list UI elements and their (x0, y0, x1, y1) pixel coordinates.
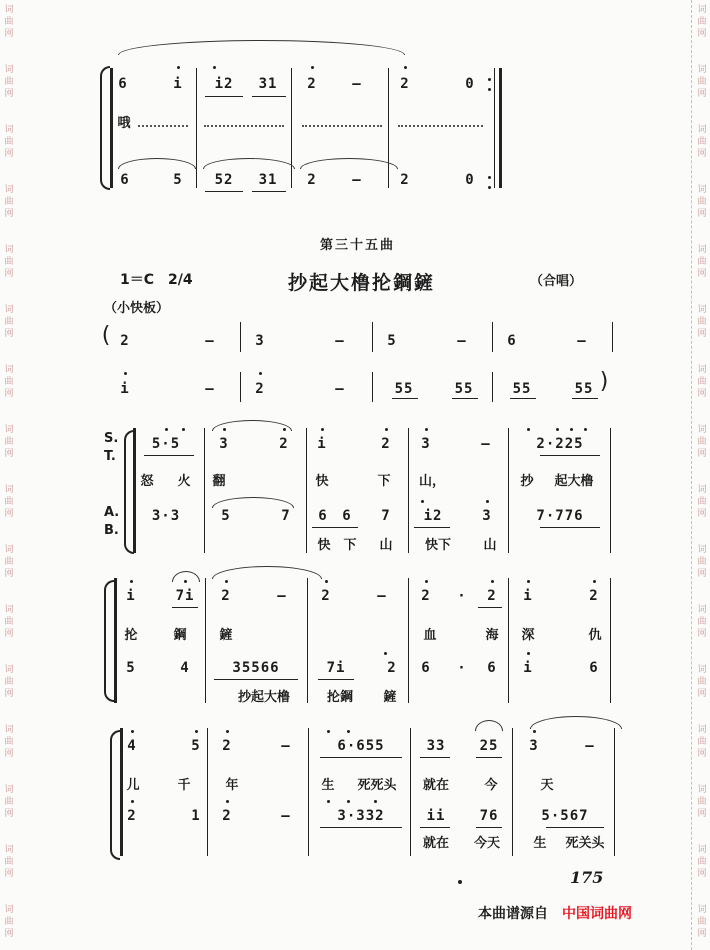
watermark-text: 词 曲 网 (697, 665, 707, 699)
note: 3 (482, 508, 492, 524)
watermark-text: 词 曲 网 (697, 65, 707, 99)
note: 4 (180, 660, 190, 676)
slur (203, 158, 295, 169)
barline (291, 68, 292, 188)
note: ii (426, 808, 446, 824)
lyric: 生 (321, 778, 335, 793)
note: 2 (127, 808, 137, 824)
note: 6 (318, 508, 328, 524)
note-dash: — (457, 333, 467, 349)
note: 3·3 (151, 508, 181, 524)
lyric: 抡鋼 (326, 690, 354, 705)
watermark-text: 词 曲 网 (4, 665, 14, 699)
note-dash: — (281, 738, 291, 754)
note: 55 (512, 381, 532, 397)
performance-type: （合唱） (530, 274, 583, 289)
bracket-close: ) (599, 369, 609, 394)
note: 3 (421, 436, 431, 452)
watermark-text: 词 曲 网 (4, 5, 14, 39)
watermark-strip-right (691, 0, 710, 950)
note: 2 (255, 381, 265, 397)
watermark-strip-left (0, 0, 18, 950)
note: 1 (191, 808, 201, 824)
watermark-text: 词 曲 网 (697, 125, 707, 159)
barline-final (499, 68, 502, 188)
barline (494, 68, 495, 188)
note-dash: — (352, 76, 362, 92)
lyric: 山 (379, 538, 393, 553)
watermark-text: 词 曲 网 (697, 725, 707, 759)
note: i (523, 660, 533, 676)
note-dot: · (457, 588, 467, 604)
watermark-text: 词 曲 网 (4, 65, 14, 99)
note: 31 (258, 172, 278, 188)
watermark-text: 词 曲 网 (4, 245, 14, 279)
key-signature: 1＝C 2/4 (120, 272, 193, 288)
lyric: 下 (377, 474, 391, 489)
note: 5 (173, 172, 183, 188)
lyric: 哦 (117, 116, 131, 131)
lyric: 快 (317, 538, 331, 553)
watermark-text: 词 曲 网 (4, 845, 14, 879)
note: 2 (279, 436, 289, 452)
barline (388, 68, 389, 188)
barline (110, 68, 113, 188)
note: i (173, 76, 183, 92)
note: 3 (529, 738, 539, 754)
note: 5 (191, 738, 201, 754)
lyric: 海 (485, 628, 499, 643)
watermark-text: 词 曲 网 (4, 545, 14, 579)
lyric: 深 (521, 628, 535, 643)
note: 6 (507, 333, 517, 349)
watermark-text: 词 曲 网 (697, 545, 707, 579)
note: 2 (400, 172, 410, 188)
note-dash: — (377, 588, 387, 604)
watermark-text: 词 曲 网 (4, 785, 14, 819)
note: 7i (326, 660, 346, 676)
lyric: 起大橹 (554, 474, 594, 489)
piece-number: 第三十五曲 (320, 238, 396, 253)
lyric: 鏟 (219, 628, 233, 643)
barline (196, 68, 197, 188)
watermark-text: 词 曲 网 (697, 245, 707, 279)
watermark-text: 词 曲 网 (697, 785, 707, 819)
note: 6 (421, 660, 431, 676)
watermark-text: 词 曲 网 (4, 425, 14, 459)
lyric: 年 (225, 778, 239, 793)
lyric: 仇 (588, 628, 602, 643)
source-credit (478, 903, 632, 923)
note: 31 (258, 76, 278, 92)
voice-label-st: S. T. (104, 431, 119, 464)
lyric: 儿 (126, 778, 140, 793)
lyric: 翻 (212, 474, 226, 489)
note-dash: — (277, 588, 287, 604)
note-dash: — (205, 381, 215, 397)
note-rest: 0 (465, 76, 475, 92)
note: 2 (221, 588, 231, 604)
note-dash: — (335, 333, 345, 349)
watermark-text: 词 曲 网 (4, 485, 14, 519)
note-dash: — (585, 738, 595, 754)
note-dash: — (352, 172, 362, 188)
note: 25 (479, 738, 499, 754)
note: 2 (222, 738, 232, 754)
lyric: 鏟 (383, 690, 397, 705)
watermark-text: 词 曲 网 (4, 125, 14, 159)
lyric: 今 (484, 778, 498, 793)
watermark-text: 词 曲 网 (4, 725, 14, 759)
watermark-text: 词 曲 网 (697, 845, 707, 879)
lyric: 快 (315, 474, 329, 489)
note: 6 (342, 508, 352, 524)
note: 55 (454, 381, 474, 397)
lyric: 快下 (424, 538, 452, 553)
note: 2 (321, 588, 331, 604)
note: 6 (589, 660, 599, 676)
lyric: 死关头 (565, 836, 605, 851)
watermark-text: 词 曲 网 (697, 905, 707, 939)
watermark-text: 词 曲 网 (4, 605, 14, 639)
lyric: 抡 (124, 628, 138, 643)
lyric: 千 (177, 778, 191, 793)
note: i (317, 436, 327, 452)
lyric: 山 (483, 538, 497, 553)
note: 6 (118, 76, 128, 92)
lyric: 抄起大橹 (237, 690, 291, 705)
lyric: 山， (418, 474, 446, 489)
note: 55 (574, 381, 594, 397)
note: 4 (127, 738, 137, 754)
note-dash: — (577, 333, 587, 349)
watermark-text: 词 曲 网 (4, 305, 14, 339)
note: 5 (221, 508, 231, 524)
watermark-text: 词 曲 网 (697, 305, 707, 339)
note-rest: 0 (465, 172, 475, 188)
slur (118, 158, 196, 169)
note: 33 (426, 738, 446, 754)
note: 7 (281, 508, 291, 524)
note: 2·225 (536, 436, 584, 452)
system-brace (100, 66, 110, 190)
lyric: 就在 (422, 836, 450, 851)
note: i2 (214, 76, 234, 92)
note: 2 (222, 808, 232, 824)
note: 6 (120, 172, 130, 188)
note-dash: — (335, 381, 345, 397)
watermark-text: 词 曲 网 (4, 905, 14, 939)
piece-title: 抄起大橹抡鋼鏟 (288, 272, 436, 294)
tempo-marking: （小快板） (104, 301, 170, 316)
source-site-link[interactable]: 中国词曲网 (562, 906, 632, 922)
watermark-text: 词 曲 网 (697, 605, 707, 639)
note: 2 (421, 588, 431, 604)
slur (300, 158, 398, 169)
watermark-text: 词 曲 网 (697, 5, 707, 39)
note: 2 (307, 172, 317, 188)
note: 6·655 (337, 738, 385, 754)
lyric: 血 (423, 628, 437, 643)
watermark-text: 词 曲 网 (697, 485, 707, 519)
note-dash: — (205, 333, 215, 349)
note-dash: — (481, 436, 491, 452)
note: 2 (589, 588, 599, 604)
bracket-open: ( (101, 323, 111, 348)
note: 3·332 (337, 808, 385, 824)
phrase-slur (118, 40, 405, 55)
note: 35566 (232, 660, 280, 676)
note: 5·567 (541, 808, 589, 824)
note: 52 (214, 172, 234, 188)
note-dot: · (457, 660, 467, 676)
note: 5 (126, 660, 136, 676)
page-number: 175 (570, 868, 604, 887)
note: 2 (120, 333, 130, 349)
note: 7·776 (536, 508, 584, 524)
note: i (126, 588, 136, 604)
lyric: 下 (343, 538, 357, 553)
watermark-text: 词 曲 网 (697, 365, 707, 399)
lyric: 就在 (422, 778, 450, 793)
source-prefix: 本曲谱源自 (478, 906, 548, 922)
note: 2 (400, 76, 410, 92)
note: 7i (175, 588, 195, 604)
note: 5 (387, 333, 397, 349)
lyric: 天 (540, 778, 554, 793)
lyric: 火 (177, 474, 191, 489)
lyric: 生 (533, 836, 547, 851)
note: i (523, 588, 533, 604)
note: 5·5 (151, 436, 181, 452)
note: 3 (219, 436, 229, 452)
note: 2 (307, 76, 317, 92)
note: 2 (487, 588, 497, 604)
lyric: 死死头 (357, 778, 397, 793)
voice-label-ab: A. B. (104, 505, 120, 538)
watermark-text: 词 曲 网 (4, 185, 14, 219)
note: 7 (381, 508, 391, 524)
lyric: 怒 (140, 474, 154, 489)
note: i2 (423, 508, 443, 524)
lyric: 今天 (473, 836, 501, 851)
ink-speck (458, 880, 462, 884)
lyric: 鋼 (173, 628, 187, 643)
note: 76 (479, 808, 499, 824)
note: 2 (387, 660, 397, 676)
watermark-text: 词 曲 网 (4, 365, 14, 399)
system-brace (110, 730, 120, 860)
note: i (120, 381, 130, 397)
note: 6 (487, 660, 497, 676)
note: 3 (255, 333, 265, 349)
note: 2 (381, 436, 391, 452)
note-dash: — (281, 808, 291, 824)
system-brace (104, 580, 114, 702)
lyric: 抄 (520, 474, 534, 489)
note: 55 (394, 381, 414, 397)
watermark-text: 词 曲 网 (697, 425, 707, 459)
watermark-text: 词 曲 网 (697, 185, 707, 219)
